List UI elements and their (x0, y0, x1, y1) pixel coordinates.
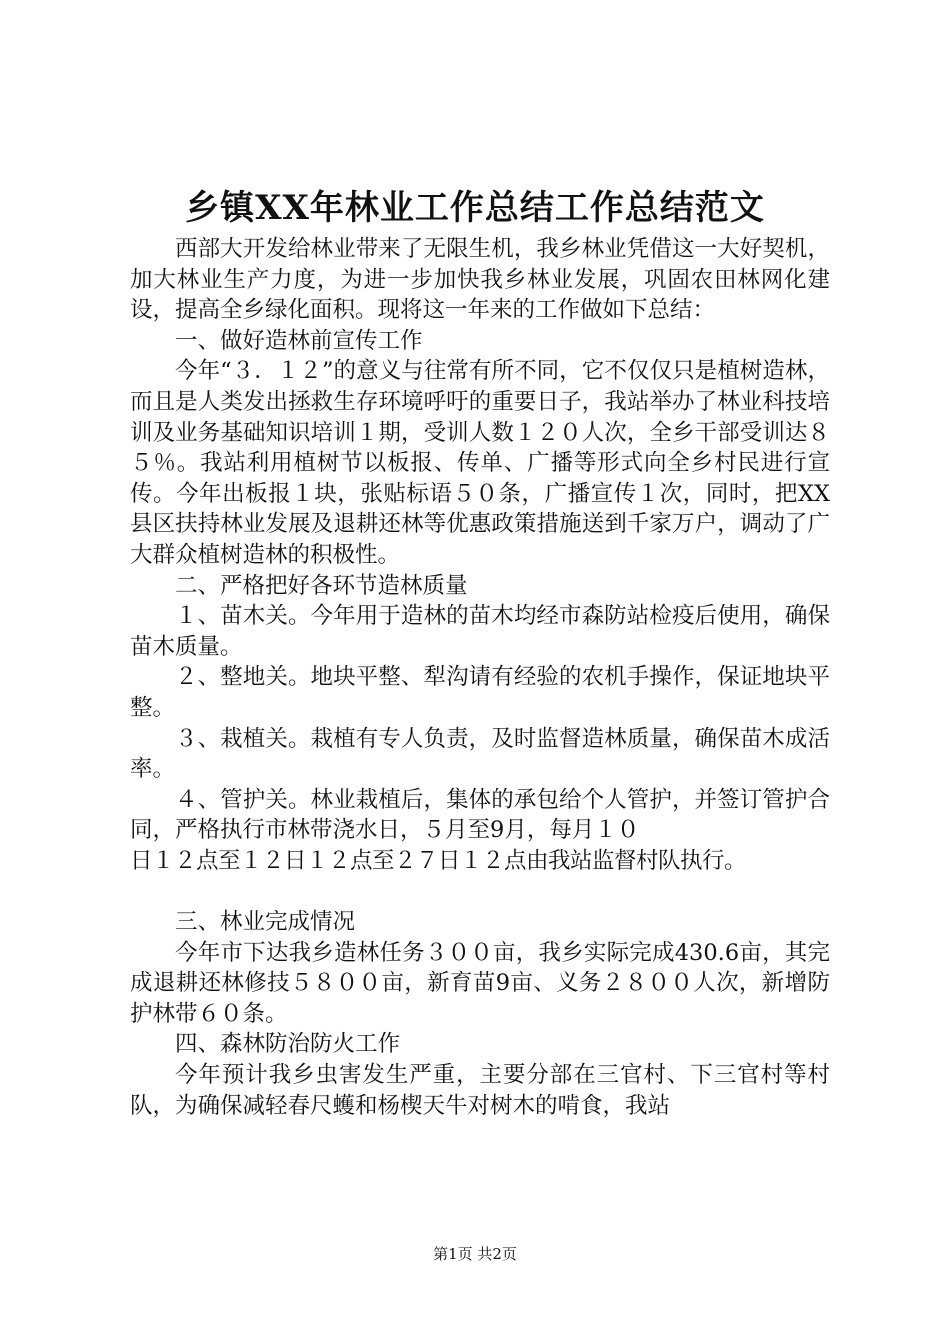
item-land-preparation: ２、整地关。地块平整、犁沟请有经验的农机手操作，保证地块平整。 (130, 664, 830, 721)
section-heading-2: 二、严格把好各环节造林质量 (175, 572, 468, 599)
section-3-paragraph: 今年市下达我乡造林任务３００亩，我乡实际完成430.6亩，其完成退耕还林修技５８００亩，新育苗9亩、义务２８００人次，新增防护林带６０条。 (130, 939, 830, 1027)
item-seedlings: １、苗木关。今年用于造林的苗木均经市森防站检疫后使用，确保苗木质量。 (130, 603, 830, 660)
page-footer: 第1页 共2页 (433, 1245, 517, 1263)
item-management: ４、管护关。林业栽植后，集体的承包给个人管护，并签订管护合同，严格执行市林带浇水日，５月至9月，每月１０ (130, 786, 830, 844)
section-heading-4: 四、森林防治防火工作 (175, 1031, 401, 1058)
document-title: 乡镇XX年林业工作总结工作总结范文 (185, 188, 765, 228)
item-management-continued: 日１２点至１２日１２点至２７日１２点由我站监督村队执行。 (130, 847, 747, 874)
blank-line (130, 876, 830, 907)
section-1-paragraph: 今年“３．１２”的意义与往常有所不同，它不仅仅只是植树造林，而且是人类发出拯救生存环境呼吁的重要日子，我站举办了林业科技培训及业务基础知识培训１期，受训人数１２０人次，全乡干部受训达８５％。我站利用植树节以板报、传单、广播等形式向全乡村民进行宣传。今年出板报１块，张贴标语５０条，广播宣传１次，同时，把XX县区扶持林业发展及退耕还林等优惠政策措施送到千家万户，调动了广大群众植树造林的积极性。 (130, 358, 830, 568)
item-planting: ３、栽植关。栽植有专人负责，及时监督造林质量，确保苗木成活率。 (130, 725, 830, 783)
section-heading-3: 三、林业完成情况 (175, 909, 356, 936)
section-4-paragraph: 今年预计我乡虫害发生严重，主要分部在三官村、下三官村等村队，为确保减轻春尺蠖和杨楔天牛对树木的啃食，我站 (130, 1062, 830, 1119)
document-body (130, 234, 830, 1121)
intro-paragraph: 西部大开发给林业带来了无限生机，我乡林业凭借这一大好契机，加大林业生产力度，为进一步加快我乡林业发展，巩固农田林网化建设，提高全乡绿化面积。现将这一年来的工作做如下总结： (130, 236, 830, 324)
section-heading-1: 一、做好造林前宣传工作 (175, 327, 423, 354)
